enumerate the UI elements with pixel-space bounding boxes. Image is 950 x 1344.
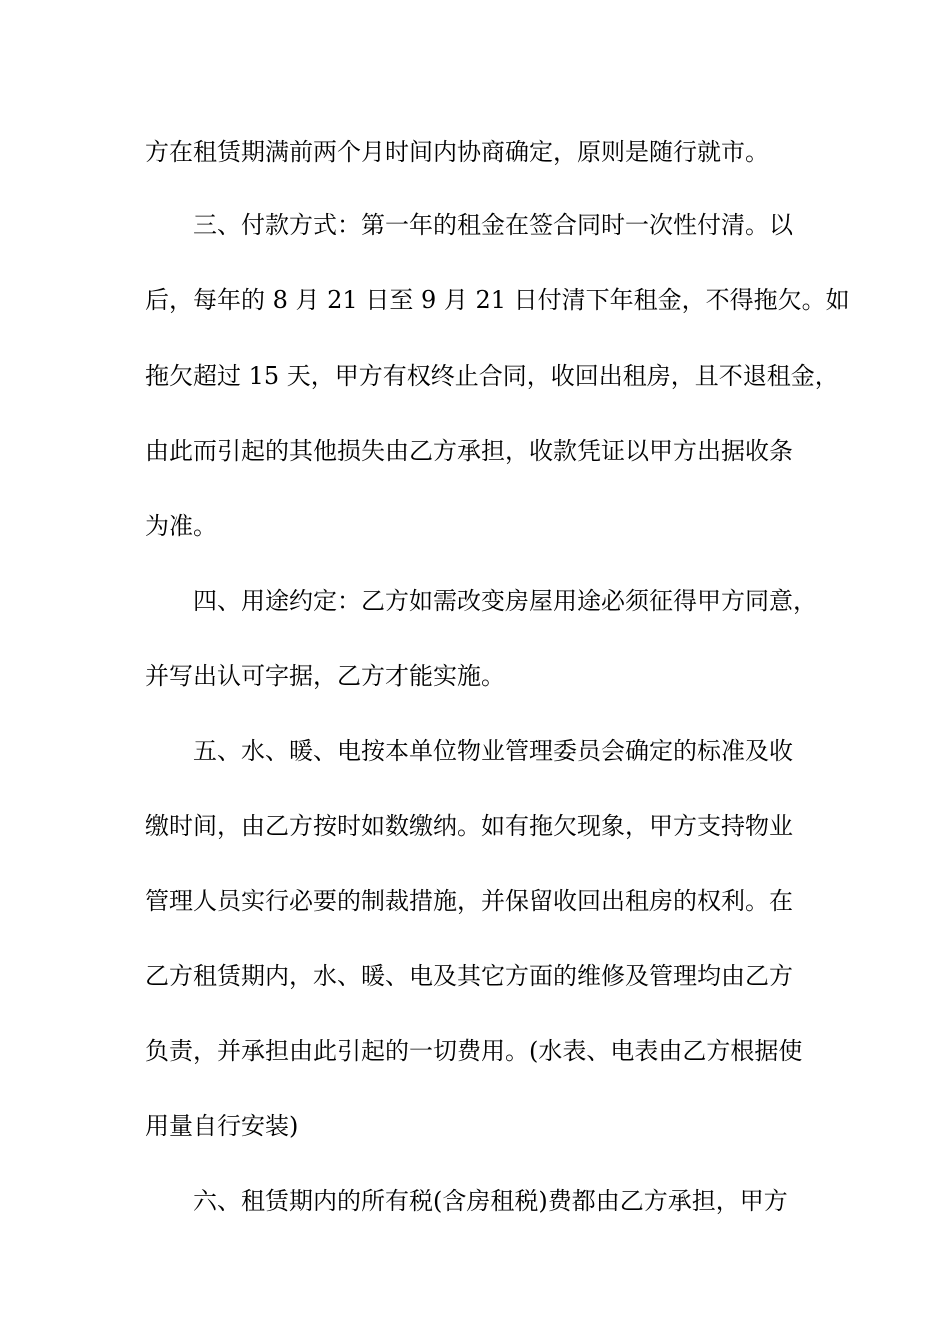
text-line: 乙方租赁期内，水、暖、电及其它方面的维修及管理均由乙方: [145, 962, 793, 990]
text-line: 四、用途约定：乙方如需改变房屋用途必须征得甲方同意，: [193, 587, 817, 615]
text-line: 管理人员实行必要的制裁措施，并保留收回出租房的权利。在: [145, 887, 793, 915]
text-line: 方在租赁期满前两个月时间内协商确定，原则是随行就市。: [145, 138, 769, 166]
text-line: 五、水、暖、电按本单位物业管理委员会确定的标准及收: [193, 737, 793, 765]
text-line: 六、租赁期内的所有税(含房租税)费都由乙方承担，甲方: [193, 1187, 788, 1215]
text-line: 用量自行安装): [145, 1112, 299, 1140]
text-line: 由此而引起的其他损失由乙方承担，收款凭证以甲方出据收条: [145, 437, 793, 465]
text-line: 并写出认可字据，乙方才能实施。: [145, 662, 505, 690]
text-line: 为准。: [145, 512, 217, 540]
text-line: 三、付款方式：第一年的租金在签合同时一次性付清。以: [193, 211, 793, 239]
text-line: 后，每年的 8 月 21 日至 9 月 21 日付清下年租金，不得拖欠。如: [145, 286, 850, 314]
text-line: 负责，并承担由此引起的一切费用。(水表、电表由乙方根据使: [145, 1037, 803, 1065]
text-line: 缴时间，由乙方按时如数缴纳。如有拖欠现象，甲方支持物业: [145, 812, 793, 840]
text-line: 拖欠超过 15 天，甲方有权终止合同，收回出租房，且不退租金，: [145, 362, 839, 390]
